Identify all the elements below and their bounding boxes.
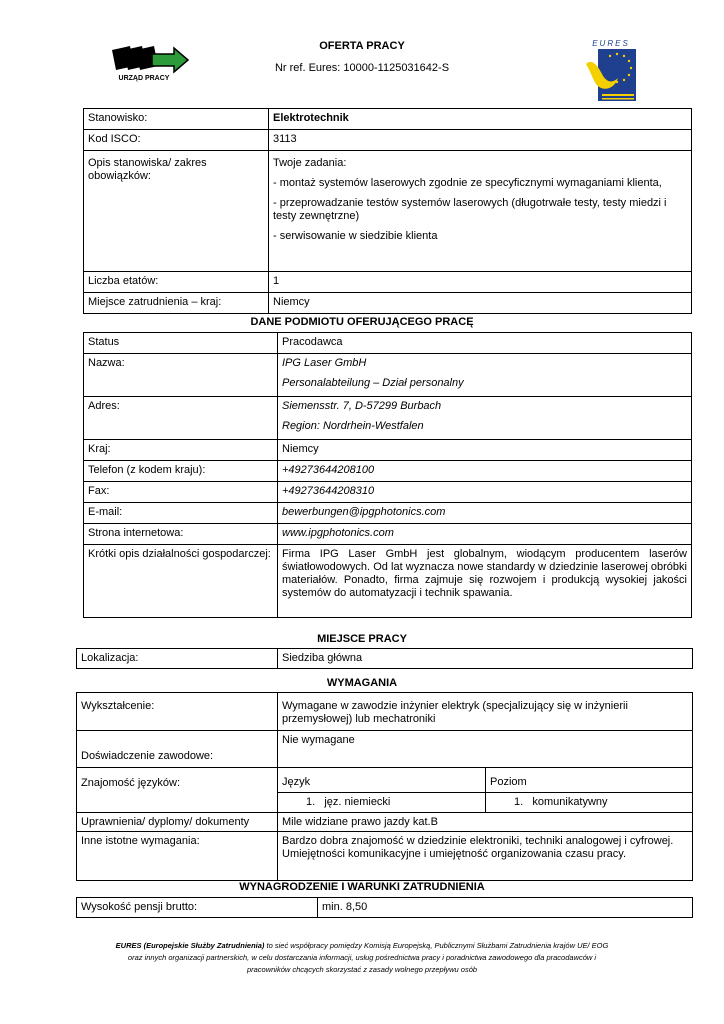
footer-eures-name: EURES (Europejskie Służby Zatrudnienia) bbox=[115, 941, 265, 950]
table-row bbox=[84, 333, 692, 354]
status-label: Status bbox=[84, 333, 278, 354]
other-requirements-label: Inne istotne wymagania: bbox=[77, 832, 278, 881]
country-value: Niemcy bbox=[278, 440, 692, 461]
salary-label: Wysokość pensji brutto: bbox=[77, 898, 318, 918]
table-row bbox=[84, 151, 692, 272]
job-description-intro: Twoje zadania: bbox=[273, 157, 347, 169]
licenses-label: Uprawnienia/ dyplomy/ dokumenty bbox=[77, 813, 278, 832]
table-row bbox=[84, 461, 692, 482]
job-task-item: - serwisowanie w siedzibie klienta bbox=[273, 230, 438, 242]
footer-line: pracowników chcących skorzystać z zasady wolnego przepływu osób bbox=[246, 965, 478, 974]
footer-note bbox=[40, 940, 684, 976]
isco-value: 3113 bbox=[269, 130, 692, 151]
address-street: Siemensstr. 7, D-57299 Burbach bbox=[282, 400, 442, 412]
website-link[interactable]: www.ipgphotonics.com bbox=[278, 524, 692, 545]
position-label: Stanowisko: bbox=[84, 109, 269, 130]
table-row bbox=[84, 545, 692, 618]
phone-value: +49273644208100 bbox=[278, 461, 692, 482]
salary-value: min. 8,50 bbox=[318, 898, 693, 918]
footer-line1-text: to sieć współpracy pomiędzy Komisją Europejską, Publicznymi Służbami Zatrudnienia krajów UE/ EOG bbox=[264, 941, 609, 950]
language-item-value: jęz. niemiecki bbox=[324, 796, 391, 808]
table-row bbox=[77, 693, 693, 731]
phone-label: Telefon (z kodem kraju): bbox=[84, 461, 278, 482]
email-label: E-mail: bbox=[84, 503, 278, 524]
positions-count-label: Liczba etatów: bbox=[84, 272, 269, 293]
table-row bbox=[84, 482, 692, 503]
urzad-pracy-logo-text: URZĄD PRACY bbox=[118, 75, 170, 82]
table-row bbox=[84, 293, 692, 314]
eures-logo-text: EURES bbox=[592, 39, 630, 48]
salary-table bbox=[76, 897, 693, 918]
work-country-value: Niemcy bbox=[269, 293, 692, 314]
fax-value: +49273644208310 bbox=[278, 482, 692, 503]
employer-section-title: DANE PODMIOTU OFERUJĄCEGO PRACĘ bbox=[250, 316, 474, 328]
job-description-label: Opis stanowiska/ zakres obowiązków: bbox=[84, 151, 269, 272]
fax-label: Fax: bbox=[84, 482, 278, 503]
licenses-value: Mile widziane prawo jazdy kat.B bbox=[278, 813, 693, 832]
table-row bbox=[77, 832, 693, 881]
offer-title: OFERTA PRACY bbox=[319, 40, 405, 52]
position-value: Elektrotechnik bbox=[269, 109, 692, 130]
education-value: Wymagane w zawodzie inżynier elektryk (specjalizujący się w inżynierii przemysłowej) lub mechatroniki bbox=[278, 693, 693, 731]
footer-line bbox=[40, 940, 684, 952]
table-row bbox=[77, 731, 693, 768]
company-department: Personalabteilung – Dział personalny bbox=[282, 377, 464, 389]
table-row bbox=[77, 649, 693, 669]
language-item bbox=[278, 793, 486, 813]
company-name-value bbox=[278, 354, 692, 397]
requirements-section-title: WYMAGANIA bbox=[326, 677, 398, 689]
job-description-value bbox=[269, 151, 692, 272]
work-country-label: Miejsce zatrudnienia – kraj: bbox=[84, 293, 269, 314]
level-item-number: 1. bbox=[514, 796, 524, 808]
table-row bbox=[84, 397, 692, 440]
website-label: Strona internetowa: bbox=[84, 524, 278, 545]
location-label: Lokalizacja: bbox=[77, 649, 278, 669]
table-row bbox=[84, 130, 692, 151]
table-row bbox=[84, 354, 692, 397]
status-value: Pracodawca bbox=[278, 333, 692, 354]
business-description-value: Firma IPG Laser GmbH jest globalnym, wiodącym producentem laserów światłowodowych. Od lat wyznacza nowe standardy w dziedzinie laserowej obróbki materiałów. Ponadto, firma zajmuje się rozwojem i produkcją wysokiej jakości systemów do automatyzacji i technik spawania. bbox=[278, 545, 692, 618]
isco-label: Kod ISCO: bbox=[84, 130, 269, 151]
experience-value: Nie wymagane bbox=[278, 731, 693, 768]
level-column-header: Poziom bbox=[486, 768, 693, 793]
workplace-table bbox=[76, 648, 693, 669]
job-table bbox=[83, 108, 692, 314]
table-row bbox=[84, 440, 692, 461]
employer-table bbox=[83, 332, 692, 618]
other-requirements-value: Bardzo dobra znajomość w dziedzinie elektroniki, techniki analogowej i cyfrowej. Umiejętności komunikacyjne i umiejętność organizowania czasu pracy. bbox=[278, 832, 693, 881]
email-link[interactable]: bewerbungen@ipgphotonics.com bbox=[278, 503, 692, 524]
requirements-table bbox=[76, 692, 693, 881]
table-row bbox=[84, 109, 692, 130]
table-row bbox=[77, 813, 693, 832]
positions-count-value: 1 bbox=[269, 272, 692, 293]
language-item-number: 1. bbox=[306, 796, 316, 808]
table-row bbox=[84, 503, 692, 524]
table-row bbox=[77, 768, 693, 793]
footer-line: oraz innych organizacji partnerskich, w celu dostarczania informacji, usług pośrednictwa pracy i poradnictwa zawodowego dla pracodawców i bbox=[127, 953, 597, 962]
address-region: Region: Nordrhein-Westfalen bbox=[282, 420, 424, 432]
job-task-item: - przeprowadzanie testów systemów laserowych (długotrwałe testy, testy miedzi i testy zewnętrzne) bbox=[273, 197, 667, 222]
table-row bbox=[84, 524, 692, 545]
experience-label: Doświadczenie zawodowe: bbox=[77, 731, 278, 768]
business-description-label: Krótki opis działalności gospodarczej: bbox=[84, 545, 278, 618]
company-name: IPG Laser GmbH bbox=[282, 357, 367, 369]
salary-section-title: WYNAGRODZENIE I WARUNKI ZATRUDNIENIA bbox=[239, 881, 485, 893]
location-value: Siedziba główna bbox=[278, 649, 693, 669]
offer-reference: Nr ref. Eures: 10000-1125031642-S bbox=[274, 62, 450, 74]
level-item bbox=[486, 793, 693, 813]
address-label: Adres: bbox=[84, 397, 278, 440]
table-row bbox=[84, 272, 692, 293]
address-value bbox=[278, 397, 692, 440]
languages-label: Znajomość języków: bbox=[77, 768, 278, 813]
company-name-label: Nazwa: bbox=[84, 354, 278, 397]
education-label: Wykształcenie: bbox=[77, 693, 278, 731]
language-column-header: Język bbox=[278, 768, 486, 793]
job-task-item: - montaż systemów laserowych zgodnie ze specyficznymi wymaganiami klienta, bbox=[273, 177, 662, 189]
workplace-section-title: MIEJSCE PRACY bbox=[317, 633, 407, 645]
table-row bbox=[77, 898, 693, 918]
level-item-value: komunikatywny bbox=[532, 796, 608, 808]
country-label: Kraj: bbox=[84, 440, 278, 461]
